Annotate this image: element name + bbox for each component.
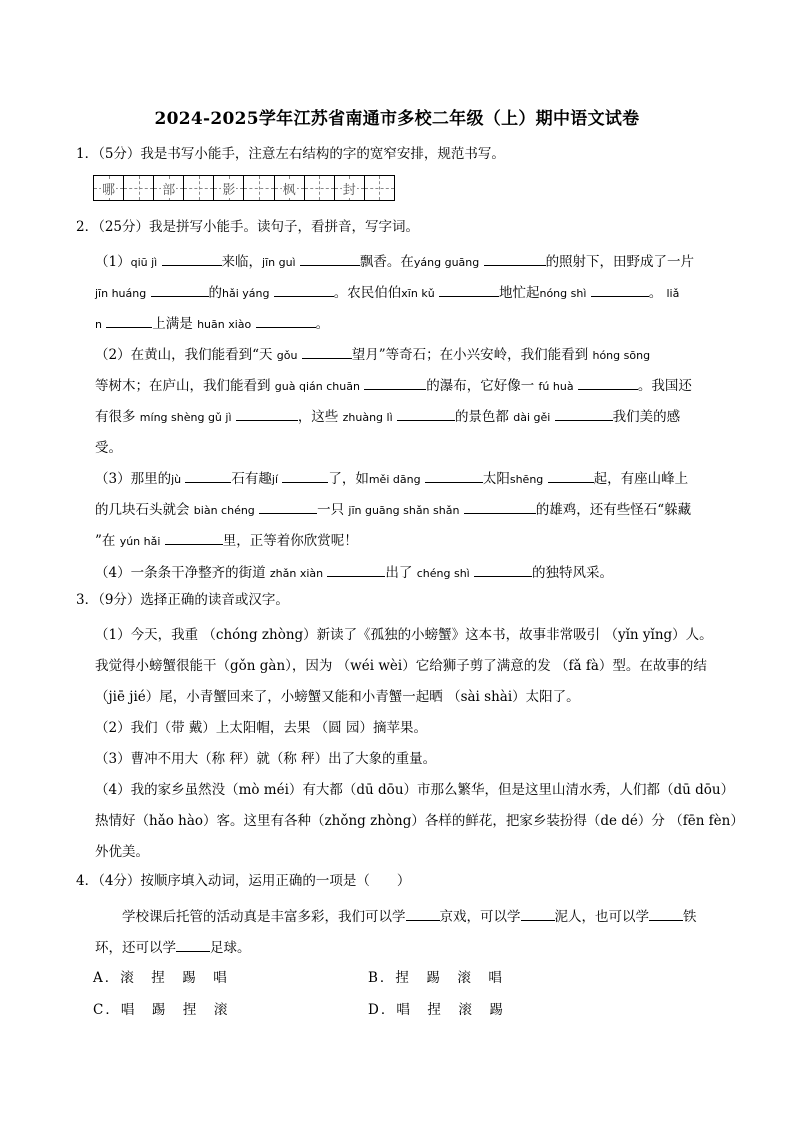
- grid-cell: [124, 176, 154, 200]
- grid-cell: [244, 176, 274, 200]
- answer-blank[interactable]: [236, 408, 298, 421]
- answer-blank[interactable]: [327, 564, 385, 577]
- answer-blank[interactable]: [521, 908, 555, 921]
- option-a[interactable]: A．滚 捏 踢 唱: [93, 970, 229, 986]
- question-3-stem: 3．（9分）选择正确的读音或汉字。: [76, 592, 289, 608]
- answer-blank[interactable]: [302, 346, 352, 359]
- answer-blank[interactable]: [259, 501, 317, 514]
- answer-blank[interactable]: [548, 470, 594, 483]
- writing-grid: [93, 175, 395, 201]
- q2-p2-line4: 受。: [95, 440, 122, 456]
- q2-p1-line1: （1）qiū jì 来临，jīn guì 飘香。在yáng guāng 的照射下，田野成了一片: [95, 254, 695, 270]
- q2-p1-line3: n 上满是 huān xiào 。: [95, 316, 330, 332]
- q3-line8: 外优美。: [95, 844, 149, 860]
- answer-blank[interactable]: [176, 939, 210, 952]
- option-b[interactable]: B．捏 踢 滚 唱: [368, 970, 504, 986]
- answer-blank[interactable]: [464, 501, 536, 514]
- answer-blank[interactable]: [106, 315, 152, 328]
- answer-blank[interactable]: [151, 284, 209, 297]
- grid-cell: [365, 176, 394, 200]
- option-c[interactable]: C．唱 踢 捏 滚: [93, 1002, 230, 1018]
- grid-cell: [275, 176, 305, 200]
- q2-p2-line3: 有很多 míng shèng gǔ jì ，这些 zhuàng lì 的景色都 dài gěi 我们美的感: [95, 409, 681, 425]
- grid-cell: [154, 176, 184, 200]
- q3-line5: （3）曹冲不用大（称 秤）就（称 秤）出了大象的重量。: [95, 751, 437, 767]
- q2-p3-line1: （3）那里的jù 石有趣jí 了，如měi dāng 太阳shēng 起，有座山峰上: [95, 471, 689, 487]
- q3-line3: （jiē jié）尾，小青蟹回来了，小螃蟹又能和小青蟹一起晒 （sài shài）太阳了。: [95, 689, 580, 705]
- answer-blank[interactable]: [364, 377, 426, 390]
- grid-cell: [305, 176, 335, 200]
- q2-p2-line2: 等树木；在庐山，我们能看到 guà qián chuān 的瀑布，它好像一 fú huà 。我国还: [95, 378, 692, 394]
- page-title: 2024-2025学年江苏省南通市多校二年级（上）期中语文试卷: [154, 109, 640, 129]
- q2-p1-line2: jīn huáng 的hǎi yáng 。农民伯伯xīn kǔ 地忙起nóng shì 。 liǎ: [95, 285, 680, 301]
- question-4-stem: 4．（4分）按顺序填入动词，运用正确的一项是（ ）: [76, 873, 411, 889]
- answer-blank[interactable]: [425, 470, 483, 483]
- q3-line6: （4）我的家乡虽然没（mò méi）有大都（dū dōu）市那么繁华，但是这里山清水秀，人们都（dū dōu）: [95, 782, 735, 798]
- grid-char: 部: [161, 179, 176, 198]
- grid-cell: [94, 176, 124, 200]
- q2-p3-line3: ”在 yún hǎi 里，正等着你欣赏呢！: [95, 533, 358, 549]
- answer-blank[interactable]: [165, 532, 223, 545]
- answer-blank[interactable]: [282, 470, 328, 483]
- answer-blank[interactable]: [591, 284, 649, 297]
- answer-blank[interactable]: [474, 564, 532, 577]
- q2-p4-line1: （4）一条条干净整齐的街道 zhǎn xiàn 出了 chéng shì 的独特风采。: [95, 565, 614, 581]
- grid-char: 封: [342, 179, 357, 198]
- q4-sentence-line2: 环，还可以学 足球。: [95, 940, 251, 956]
- grid-cell: [184, 176, 214, 200]
- grid-char: 哪: [101, 179, 116, 198]
- q2-p3-line2: 的几块石头就会 biàn chéng 一只 jīn guāng shǎn shǎn 的雄鸡，还有些怪石“躲藏: [95, 502, 692, 518]
- q4-sentence-line1: 学校课后托管的活动真是丰富多彩，我们可以学 京戏，可以学 泥人，也可以学 铁: [122, 909, 697, 925]
- q3-line1: （1）今天，我重 （chóng zhòng）新读了《孤独的小螃蟹》这本书，故事非常吸引 （yǐn yǐng）人。: [95, 627, 713, 643]
- question-2-stem: 2．（25分）我是拼写小能手。读句子，看拼音，写字词。: [76, 219, 420, 235]
- option-d[interactable]: D．唱 捏 滚 踢: [368, 1002, 505, 1018]
- answer-blank[interactable]: [578, 377, 638, 390]
- grid-cell: [335, 176, 365, 200]
- grid-char: 枫: [282, 179, 297, 198]
- answer-blank[interactable]: [162, 253, 222, 266]
- answer-blank[interactable]: [649, 908, 683, 921]
- q2-p2-line1: （2）在黄山，我们能看到“天 gǒu 望月”等奇石；在小兴安岭，我们能看到 hóng sōng: [95, 347, 651, 363]
- answer-blank[interactable]: [300, 253, 360, 266]
- question-1-stem: 1．（5分）我是书写小能手，注意左右结构的字的宽窄安排，规范书写。: [76, 146, 505, 162]
- answer-blank[interactable]: [555, 408, 613, 421]
- answer-blank[interactable]: [406, 908, 440, 921]
- answer-blank[interactable]: [256, 315, 316, 328]
- answer-blank[interactable]: [397, 408, 455, 421]
- grid-cell: [214, 176, 244, 200]
- q3-line4: （2）我们（带 戴）上太阳帽，去果 （圆 园）摘苹果。: [95, 720, 427, 736]
- q3-line7: 热情好（hǎo hào）客。这里有各种（zhǒng zhòng）各样的鲜花，把家乡装扮得（de dé）分 （fēn fèn）: [95, 813, 744, 829]
- answer-blank[interactable]: [484, 253, 546, 266]
- answer-blank[interactable]: [274, 284, 334, 297]
- grid-char: 影: [221, 179, 236, 198]
- answer-blank[interactable]: [439, 284, 499, 297]
- answer-blank[interactable]: [185, 470, 231, 483]
- q3-line2: 我觉得小螃蟹很能干（gǒn gàn），因为 （wéi wèi）它给狮子剪了满意的发 （fǎ fà）型。在故事的结: [95, 658, 707, 674]
